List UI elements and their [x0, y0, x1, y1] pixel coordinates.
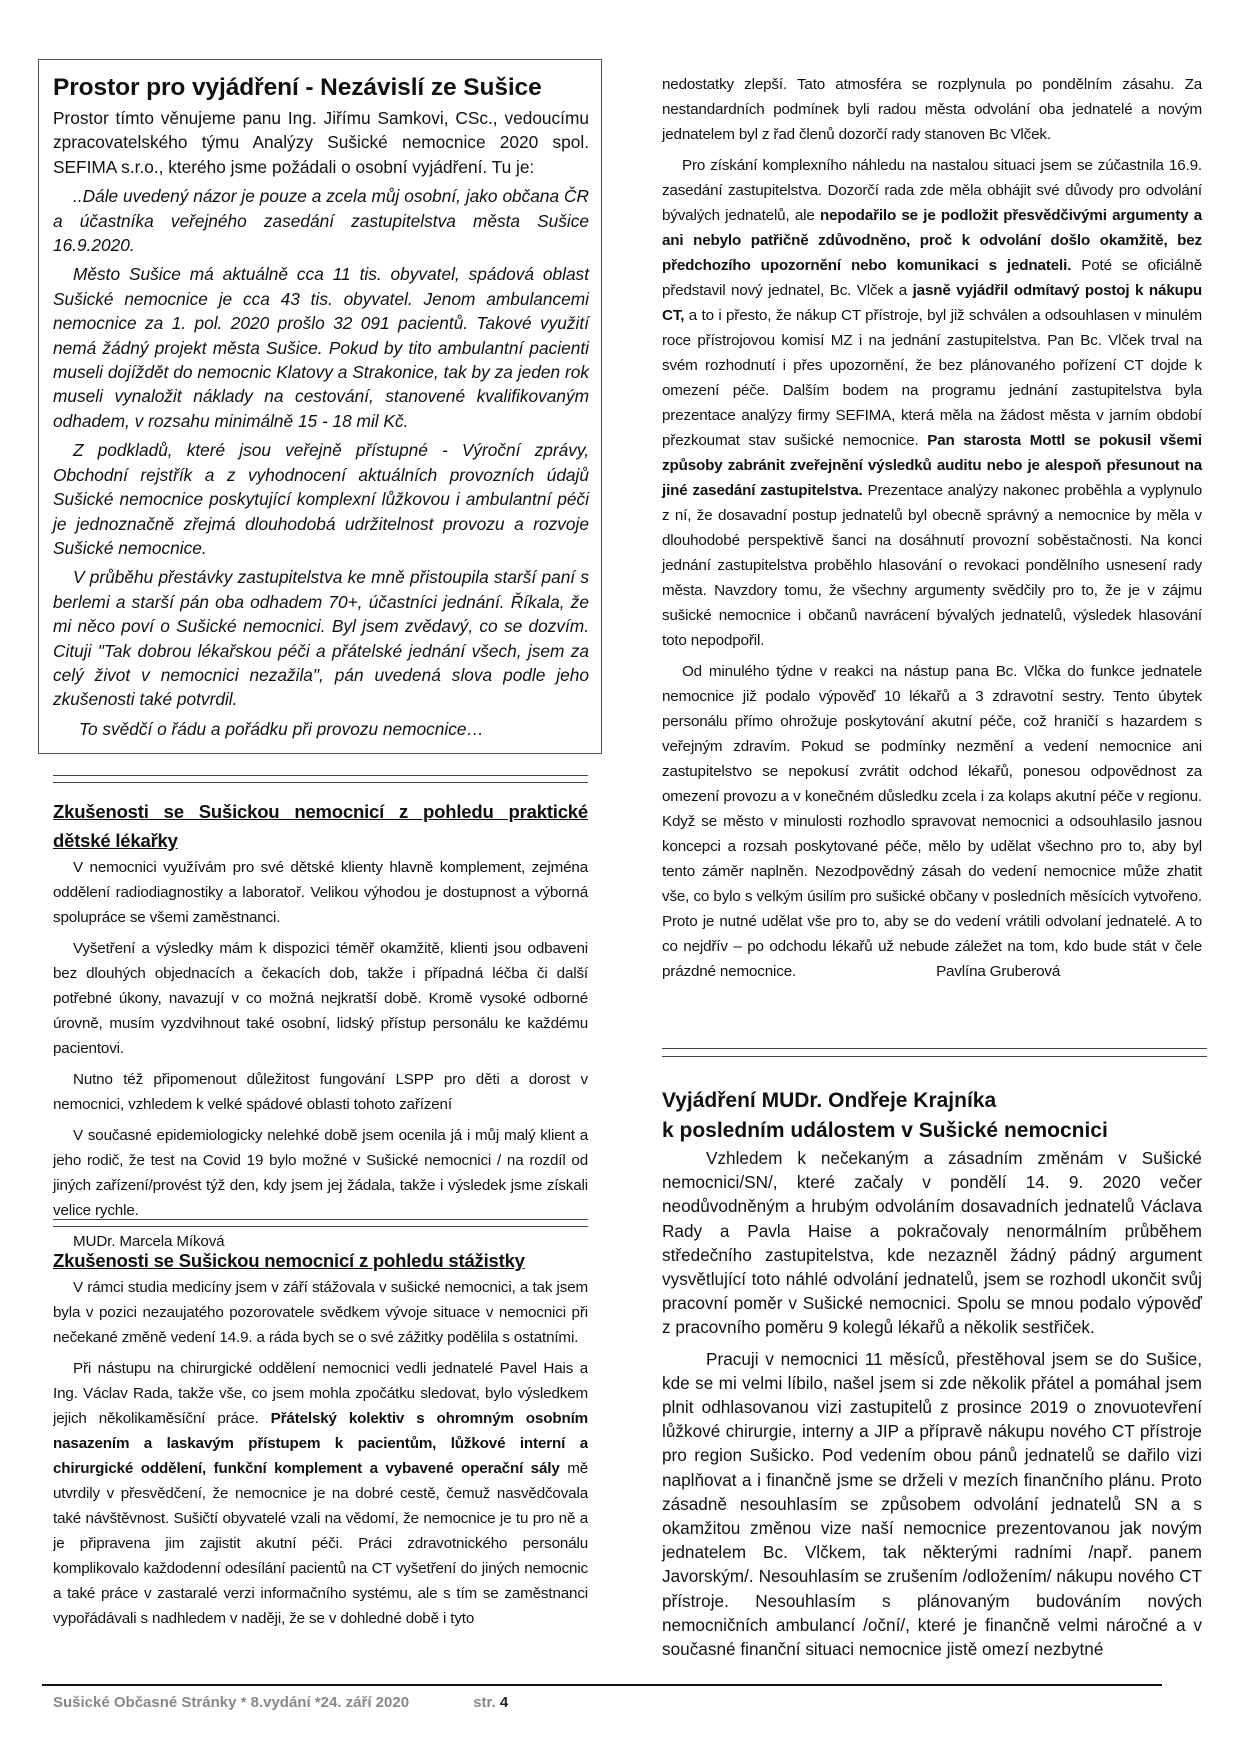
bold-text-run: jasně vyjádřil odmítavý postoj k nákupu CT, — [662, 282, 1202, 324]
text-run: Prezentace analýzy nakonec proběhla a vyplynulo z ní, že dosavadní postup jednatelů byl obecně správný a nemocnice by měla v dlouhodobé perspektivě šanci na dosáhnutí provozní soběstačnosti. Na konci jednání zastupitelstva proběhlo hlasování o revokaci pondělního usnesení rady města. Navzdory tomu, že všechny argumenty svědčily pro to, že je v zájmu sušické nemocnice i občanů navrácení bývalých jednatelů, výsledek hlasování toto nepodpořil. — [662, 482, 1202, 649]
page-number: 4 — [499, 1694, 509, 1711]
article-paragraph: V nemocnici využívám pro své dětské klienty hlavně komplement, zejména oddělení radiodiagnostiky a laboratoř. Velikou výhodou je dostupnost a výborná spolupráce se všemi zaměstnanci. — [53, 859, 588, 926]
article-title: Zkušenosti se Sušickou nemocnicí z pohledu praktické dětské lékařky — [53, 801, 588, 851]
article-paragraph: Vyšetření a výsledky mám k dispozici téměř okamžitě, klienti jsou odbaveni bez dlouhých objednacích a čekacích dob, takže i případná léčba či další potřebné úkony, navazují v co možná nejkratší době. Kromě vysoké odborné úrovně, musím vyzdvihnout také osobní, lidský přístup personálu ke každému pacientovi. — [53, 940, 588, 1057]
article-title-line1: Vyjádření MUDr. Ondřeje Krajníka — [662, 1089, 997, 1112]
box-intro: Prostor tímto věnujeme panu Ing. Jiřímu Samkovi, CSc., vedoucímu zpracovatelského týmu Analýzy Sušické nemocnice 2020 spol. SEFIMA s.r.o., kterého jsme požádali o osobní vyjádření. Tu je: — [53, 108, 589, 177]
text-run: Při nástupu na chirurgické oddělení nemocnici vedli jednatelé Pavel Hais a Ing. Václav Rada, takže vše, co jsem mohla zpočátku sledovat, bylo výsledkem jejich několikaměsíční práce. — [53, 1360, 588, 1427]
separator — [662, 1056, 1207, 1057]
separator — [53, 782, 588, 783]
article-paragraph — [662, 659, 1202, 984]
box-paragraph: ..Dále uvedený názor je pouze a zcela můj osobní, jako občana ČR a účastníka veřejného zasedání zastupitelstva města Sušice 16.9.2020. — [53, 186, 589, 256]
text-run: Poté se oficiálně představil nový jednatel, Bc. Vlček a — [662, 257, 1202, 299]
article-intern — [53, 1246, 588, 1656]
article-title: Zkušenosti se Sušickou nemocnicí z pohledu stážistky — [53, 1250, 525, 1271]
article-intern-right — [662, 72, 1202, 990]
bold-text-run: nepodařilo se je podložit přesvědčivými argumenty a ani nebylo patřičně zdůvodněno, proč k odvolání došlo okamžitě, bez předchozího upozornění nebo komunikaci s jednateli. — [662, 207, 1202, 274]
article-paragraph: Pracuji v nemocnici 11 měsíců, přestěhoval jsem se do Sušice, kde se mi velmi líbilo, našel jsem si zde několik přátel a pomáhal jsem plnit odhlasovanou vizi zastupitelů z prosince 2019 o znovuotevření lůžkové chirurgie, interny a JIP a přípravě nákupu nového CT přístroje pro region Sušicko. Pod vedením obou pánů jednatelů se dařilo vizi naplňovat a i finančně jsme se drželi v mezích finančního plánu. Proto zásadně nesouhlasím se způsobem odvolání jednatelů SN a s okamžitou změnou vize naší nemocnice prezentovanou jak novým jednatelem Bc. Vlčkem, tak některými radními /např. panem Javorským/. Nesouhlasím se zrušením /odložením/ nákupu nového CT přístroje. Nesouhlasím s plánovaným budováním nových nemocničních ambulancí /oční/, které je finančně velmi náročné a v současné finanční situaci nemocnice jistě omezí nezbytné — [662, 1348, 1202, 1660]
text-run: mě utvrdily v přesvědčení, že nemocnice je na dobré cestě, čemuž nasvědčovala také návštěvnost. Sušičtí obyvatelé vzali na vědomí, že nemocnice je tu pro ně a je připravena jim zajistit akutní péči. Práci zdravotnického personálu komplikovalo každodenní odesílání pacientů na CT vyšetření do jiných nemocnic a také práce v zastaralé verzi informačního systému, ale s tím se zaměstnanci vypořádávali s nadhledem v naději, že se v dohledné době i tyto — [53, 1460, 588, 1627]
separator — [53, 775, 588, 776]
box-paragraph: V průběhu přestávky zastupitelstva ke mně přistoupila starší paní s berlemi a starší pán oba odhadem 70+, účastníci jednání. Říkala, že mi něco poví o Sušické nemocnici. Byl jsem zvědavý, co se dozvím. Cituji "Tak dobrou lékařskou péči a přátelské jednání všech, jsem za celý život v nemocnici nezažila", pán uvedená slova podle jeho zkušenosti také potvrdil. — [53, 567, 589, 710]
article-paragraph-continued: nedostatky zlepší. Tato atmosféra se rozplynula po pondělním zásahu. Za nestandardních podmínek byli radou města odvolání oba jednatelé a novým jednatelem byl z řad členů dozorčí rady stanoven Bc Vlček. — [662, 76, 1202, 143]
box-paragraph: To svědčí o řádu a pořádku při provozu nemocnice… — [79, 718, 484, 739]
article-author: MUDr. Marcela Míková — [73, 1233, 225, 1250]
page-label: str. — [473, 1694, 496, 1711]
box-title: Prostor pro vyjádření - Nezávislí ze Sušice — [53, 74, 542, 101]
article-krajnik — [662, 1086, 1202, 1668]
publication-info: Sušické Občasné Stránky * 8.vydání *24. září 2020 — [53, 1694, 410, 1711]
article-pediatrician — [53, 797, 588, 1260]
text-run: Od minulého týdne v reakci na nástup pana Bc. Vlčka do funkce jednatele nemocnice již podalo výpověď 10 lékařů a 3 zdravotní sestry. Tento úbytek personálu přímo ohrožuje poskytování akutní péče, což hraničí s hazardem s veřejným zdravím. Pokud se podmínky nezmění a vedení nemocnice ani zastupitelstvo se nepokusí zvrátit odchod lékařů, ponesou odpovědnost za omezení provozu a v konečném důsledku zcela i za kolaps akutní péče v regionu. Když se město v minulosti rozhodlo spravovat nemocnici a odsouhlasilo jasnou koncepci a rozsah poskytované péče, mělo by udělat všechno pro to, aby byl tento záměr naplněn. Nezodpovědný zásah do vedení nemocnice může zhatit vše, co bylo s velkým úsilím pro sušické občany v posledních měsících vytvořeno. Proto je nutné udělat vše pro to, aby se do vedení vrátili odvolaní jednatelé. A to co nejdřív – po odchodu lékařů už nebude záležet na tom, kdo bude stát v čele prázdné nemocnice. — [662, 663, 1202, 980]
box-body — [53, 106, 589, 746]
text-run: a to i přesto, že nákup CT přístroje, byl již schválen a odsouhlasen v minulém roce přístrojovou komisí MZ i na jednání zastupitelstva. Pan Bc. Vlček trval na svém rozhodnutí i přes upozornění, že bez plánovaného pořízení CT dojde k omezení péče. Dalším bodem na programu jednání zastupitelstva byla prezentace analýzy firmy SEFIMA, která měla na žádost města v jarním období přezkoumat stav sušické nemocnice. — [662, 307, 1202, 449]
separator — [662, 1048, 1207, 1049]
article-paragraph: V rámci studia medicíny jsem v září stážovala v sušické nemocnici, a tak jsem byla v pozici nezaujatého pozorovatele svědkem vývoje situace v nemocnici při nečekané změně vedení 14.9. a ráda bych se o své zážitky podělila s ostatními. — [53, 1279, 588, 1346]
separator — [53, 1226, 588, 1227]
article-paragraph — [53, 1356, 588, 1631]
bold-text-run: Pan starosta Mottl se pokusil všemi způsoby zabránit zveřejnění výsledků auditu nebo je alespoň přesunout na jiné zasedání zastupitelstva. — [662, 432, 1202, 499]
page-footer — [53, 1694, 508, 1711]
article-author: Pavlína Gruberová — [936, 963, 1061, 980]
article-paragraph — [662, 153, 1202, 653]
article-paragraph: V současné epidemiologicky nelehké době jsem ocenila já i můj malý klient a jeho rodič, že test na Covid 19 bylo možné v Sušické nemocnici / na rozdíl od jiných zařízení/provést týž den, kdy jsem jej žádala, takže i výsledek jsme získali velice rychle. — [53, 1127, 588, 1219]
text-run: Pro získání komplexního náhledu na nastalou situaci jsem se zúčastnila 16.9. zasedání zastupitelstva. Dozorčí rada zde měla obhájit své důvody pro odvolání bývalých jednatelů, ale — [662, 157, 1202, 224]
bold-text-run: Přátelský kolektiv s ohromným osobním nasazením a laskavým přístupem k pacientům, lůžkové interní a chirurgické oddělení, funkční komplement a vybavené operační sály — [53, 1410, 588, 1477]
footer-rule — [42, 1684, 1162, 1686]
box-paragraph: Město Sušice má aktuálně cca 11 tis. obyvatel, spádová oblast Sušické nemocnice je cca 43 tis. obyvatel. Jenom ambulancemi nemocnice za 1. pol. 2020 prošlo 32 091 pacientů. Takové využití nemá žádný projekt města Sušice. Pokud by tito ambulantní pacienti museli dojíždět do nemocnic Klatovy a Strakonice, tak by za jeden rok museli vynaložit náklady na cestování, stanovené kvalifikovaným odhadem, v rozsahu minimálně 15 - 18 mil Kč. — [53, 264, 589, 431]
article-paragraph: Nutno též připomenout důležitost fungování LSPP pro děti a dorost v nemocnici, vzhledem k velké spádové oblasti tohoto zařízení — [53, 1071, 588, 1113]
article-paragraph: Vzhledem k nečekaným a zásadním změnám v Sušické nemocnici/SN/, které začaly v pondělí 14. 9. 2020 večer neodůvodněným a hrubým odvoláním dosavadních jednatelů Václava Rady a Pavla Haise a pokračovaly nenormálním průběhem středečního zastupitelstva, kde nezazněl žádný pádný argument vysvětlující toto náhlé odvolání jednatelů, jsem se rozhodl ukončit svůj pracovní poměr v Sušické nemocnici. Spolu se mnou podalo výpověď z pracovního poměru 9 kolegů lékařů a několik sestřiček. — [662, 1148, 1202, 1338]
article-title-line2: k posledním událostem v Sušické nemocnici — [662, 1119, 1108, 1142]
box-paragraph: Z podkladů, které jsou veřejně přístupné - Výroční zprávy, Obchodní rejstřík a z vyhodnocení aktuálních provozních údajů Sušické nemocnice poskytující komplexní lůžkovou i ambulantní péči je jednoznačně zřejmá dlouhodobá udržitelnost provozu a rozvoje Sušické nemocnice. — [53, 440, 589, 558]
separator — [53, 1219, 588, 1220]
